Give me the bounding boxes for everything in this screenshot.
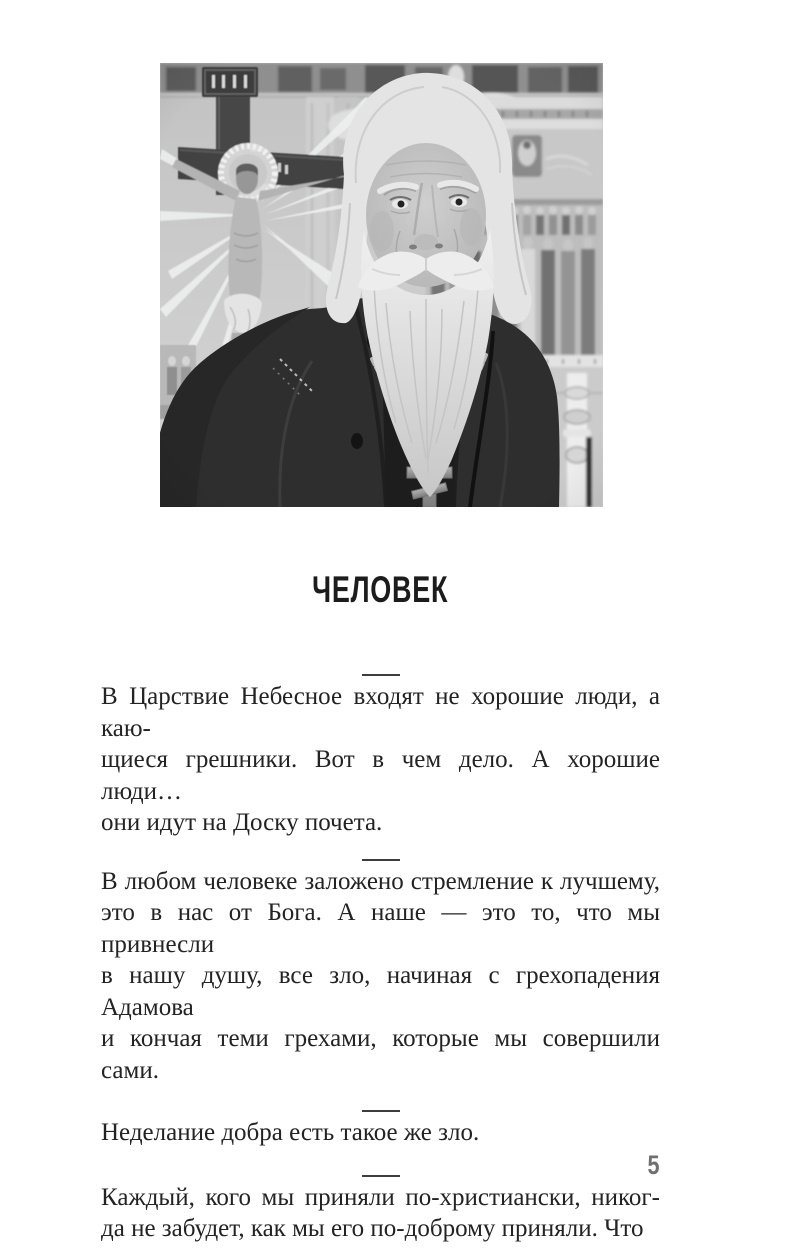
- quote-section: [101, 674, 660, 839]
- text-line: В Царствие Небесное входят не хорошие люди, а каю-: [101, 683, 660, 742]
- text-line: это в нас от Бога. А наше — это то, что мы привнесли: [101, 899, 660, 958]
- chapter-title: [101, 0, 660, 610]
- quote-sections: [101, 674, 660, 1245]
- quote-section: [101, 859, 660, 1087]
- page-number-text: 5: [647, 1150, 660, 1180]
- quote-paragraph: [101, 681, 660, 839]
- page-content: [101, 0, 660, 1245]
- text-line: Неделание добра есть такое же зло.: [101, 1119, 480, 1146]
- text-line: Каждый, кого мы приняли по-христиански, никог-: [101, 1183, 660, 1211]
- quote-paragraph: [101, 866, 660, 1087]
- text-line: в нашу душу, все зло, начиная с грехопадения Адамова: [101, 962, 660, 1021]
- text-line: В любом человеке заложено стремление к лучшему,: [101, 867, 660, 895]
- section-divider: [362, 674, 400, 676]
- text-line: щиеся грешники. Вот в чем дело. А хорошие люди…: [101, 746, 660, 805]
- text-line: и кончая теми грехами, которые мы совершили сами.: [101, 1025, 660, 1084]
- quote-section: [101, 1110, 660, 1149]
- quote-paragraph: [101, 1117, 660, 1149]
- section-divider: [362, 1175, 400, 1177]
- text-line: да не забудет, как мы его по-доброму приняли. Что: [101, 1215, 644, 1242]
- section-divider: [362, 859, 400, 861]
- text-line: они идут на Доску почета.: [101, 809, 383, 836]
- quote-paragraph: [101, 1182, 660, 1245]
- section-divider: [362, 1110, 400, 1112]
- page-number: [646, 1150, 661, 1180]
- quote-section: [101, 1175, 660, 1245]
- chapter-title-text: ЧЕЛОВЕК: [312, 569, 449, 610]
